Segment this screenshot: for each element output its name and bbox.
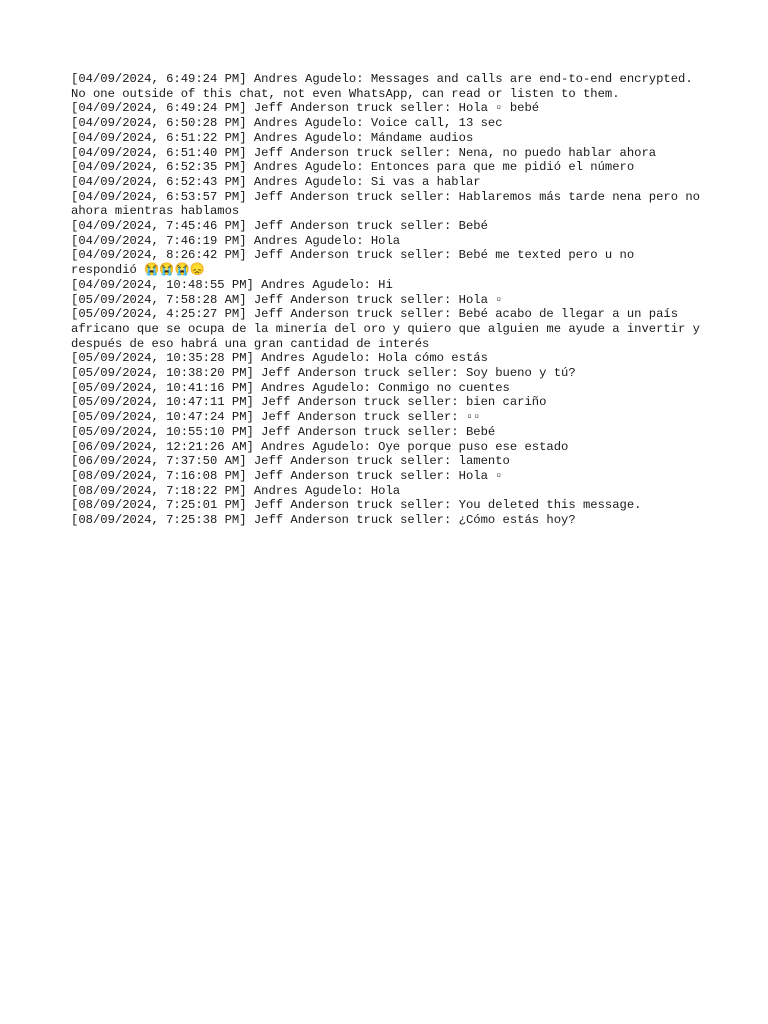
chat-message-line: [04/09/2024, 8:26:42 PM] Jeff Anderson truck seller: Bebé me texted pero u no respondió 😭😭😭😞 xyxy=(71,248,642,278)
chat-message-line: [08/09/2024, 7:16:08 PM] Jeff Anderson truck seller: Hola ▫ xyxy=(71,468,503,483)
chat-message-line: [04/09/2024, 6:53:57 PM] Jeff Anderson truck seller: Hablaremos más tarde nena pero no ahora mientras hablamos xyxy=(71,189,708,219)
chat-message-line: [05/09/2024, 10:41:16 PM] Andres Agudelo: Conmigo no cuentes xyxy=(71,380,510,395)
chat-message-line: [05/09/2024, 4:25:27 PM] Jeff Anderson truck seller: Bebé acabo de llegar a un país africano que se ocupa de la minería del oro y quiero que alguien me ayude a invertir y después de eso habrá una gran cantidad de interés xyxy=(71,307,708,351)
chat-message-line: [05/09/2024, 10:38:20 PM] Jeff Anderson truck seller: Soy bueno y tú? xyxy=(71,366,576,381)
chat-message-line: [04/09/2024, 6:51:40 PM] Jeff Anderson truck seller: Nena, no puedo hablar ahora xyxy=(71,145,657,160)
chat-message-line: [04/09/2024, 6:51:22 PM] Andres Agudelo: Mándame audios xyxy=(71,130,474,145)
chat-message-line: [08/09/2024, 7:25:38 PM] Jeff Anderson truck seller: ¿Cómo estás hoy? xyxy=(71,513,576,528)
chat-message-line: [05/09/2024, 10:47:11 PM] Jeff Anderson truck seller: bien cariño xyxy=(71,395,547,410)
chat-message-line: [04/09/2024, 7:46:19 PM] Andres Agudelo: Hola xyxy=(71,233,401,248)
chat-message-line: [08/09/2024, 7:18:22 PM] Andres Agudelo: Hola xyxy=(71,483,401,498)
chat-message-line: [08/09/2024, 7:25:01 PM] Jeff Anderson truck seller: You deleted this message. xyxy=(71,498,642,513)
chat-message-line: [04/09/2024, 6:49:24 PM] Andres Agudelo: Messages and calls are end-to-end encrypted. No one outside of this chat, not even WhatsApp, can read or listen to them. xyxy=(71,72,700,101)
chat-message-line: [04/09/2024, 6:50:28 PM] Andres Agudelo: Voice call, 13 sec xyxy=(71,116,503,131)
chat-transcript xyxy=(71,72,708,528)
chat-message-line: [05/09/2024, 7:58:28 AM] Jeff Anderson truck seller: Hola ▫ xyxy=(71,292,503,307)
chat-message-line: [05/09/2024, 10:35:28 PM] Andres Agudelo: Hola cómo estás xyxy=(71,351,488,366)
chat-message-line: [04/09/2024, 6:49:24 PM] Jeff Anderson truck seller: Hola ▫ bebé xyxy=(71,101,540,116)
chat-message-line: [04/09/2024, 7:45:46 PM] Jeff Anderson truck seller: Bebé xyxy=(71,219,488,234)
chat-message-line: [04/09/2024, 6:52:43 PM] Andres Agudelo: Si vas a hablar xyxy=(71,174,481,189)
chat-message-line: [06/09/2024, 7:37:50 AM] Jeff Anderson truck seller: lamento xyxy=(71,454,510,469)
chat-message-line: [06/09/2024, 12:21:26 AM] Andres Agudelo: Oye porque puso ese estado xyxy=(71,439,569,454)
chat-message-line: [04/09/2024, 6:52:35 PM] Andres Agudelo: Entonces para que me pidió el número xyxy=(71,160,635,175)
chat-message-line: [04/09/2024, 10:48:55 PM] Andres Agudelo: Hi xyxy=(71,277,393,292)
chat-message-line: [05/09/2024, 10:55:10 PM] Jeff Anderson truck seller: Bebé xyxy=(71,424,496,439)
chat-message-line: [05/09/2024, 10:47:24 PM] Jeff Anderson truck seller: ▫▫ xyxy=(71,410,481,425)
